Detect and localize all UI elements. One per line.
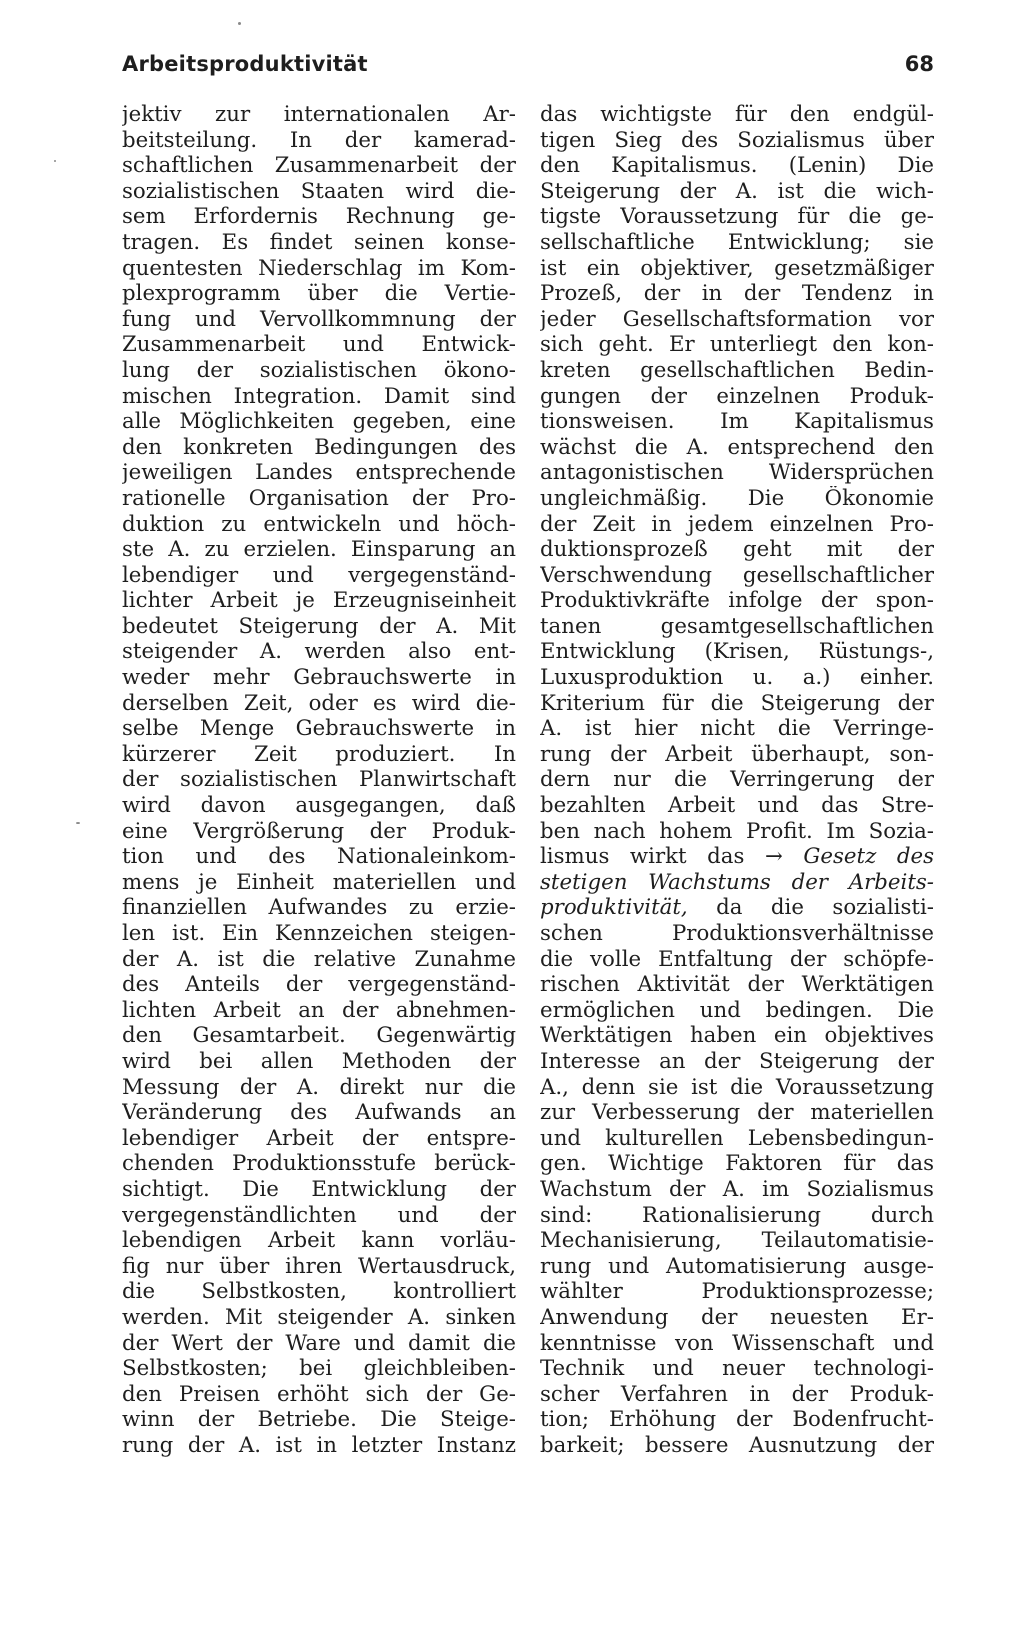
text-line: ist ein objektiver, gesetzmäßiger — [540, 255, 934, 281]
text-line: ermöglichen und bedingen. Die — [540, 997, 934, 1023]
text-line: Interesse an der Steigerung der — [540, 1048, 934, 1074]
text-line: sichtigt. Die Entwicklung der — [122, 1176, 516, 1202]
text-line: die Selbstkosten, kontrolliert — [122, 1279, 516, 1305]
text-line: quentesten Niederschlag im Kom- — [122, 255, 516, 281]
text-line: mischen Integration. Damit sind — [122, 383, 516, 409]
text-line: den konkreten Bedingungen des — [122, 434, 516, 460]
page-number: 68 — [904, 52, 934, 76]
text-line: finanziellen Aufwandes zu erzie- — [122, 895, 516, 921]
text-line: wird bei allen Methoden der — [122, 1048, 516, 1074]
text-line: rung der Arbeit überhaupt, son- — [540, 741, 934, 767]
text-line: tigste Voraussetzung für die ge- — [540, 204, 934, 230]
right-text-column — [540, 102, 934, 1458]
cross-reference[interactable]: Gesetz des — [803, 844, 934, 870]
left-text-column — [122, 102, 516, 1458]
text-line: den Preisen erhöht sich der Ge- — [122, 1381, 516, 1407]
text-line: vergegenständlichten und der — [122, 1202, 516, 1228]
text-line: Werktätigen haben ein objektives — [540, 1023, 934, 1049]
text-line: wählter Produktionsprozesse; — [540, 1279, 934, 1305]
text-line: tragen. Es findet seinen konse- — [122, 229, 516, 255]
text-line: sellschaftliche Entwicklung; sie — [540, 229, 934, 255]
text-line: ben nach hohem Profit. Im Sozia- — [540, 818, 934, 844]
text-line: Mechanisierung, Teilautomatisie- — [540, 1228, 934, 1254]
text-line: der A. ist die relative Zunahme — [122, 946, 516, 972]
cross-reference[interactable]: produktivität, — [540, 895, 688, 921]
text-line: mens je Einheit materiellen und — [122, 869, 516, 895]
text-line: fig nur über ihren Wertausdruck, — [122, 1253, 516, 1279]
text-line: sich geht. Er unterliegt den kon- — [540, 332, 934, 358]
text-line: derselben Zeit, oder es wird die- — [122, 690, 516, 716]
running-head: Arbeitsproduktivität — [122, 52, 368, 76]
text-line: chenden Produktionsstufe berück- — [122, 1151, 516, 1177]
text-line: werden. Mit steigender A. sinken — [122, 1304, 516, 1330]
text-line: selbe Menge Gebrauchswerte in — [122, 716, 516, 742]
text-line: Selbstkosten; bei gleichbleiben- — [122, 1356, 516, 1382]
text-line: kürzerer Zeit produziert. In — [122, 741, 516, 767]
text-line: lebendigen Arbeit kann vorläu- — [122, 1228, 516, 1254]
text-line: zur Verbesserung der materiellen — [540, 1100, 934, 1126]
text-line: sem Erfordernis Rechnung ge- — [122, 204, 516, 230]
text-line: Messung der A. direkt nur die — [122, 1074, 516, 1100]
print-speck — [54, 160, 56, 162]
text-line: rischen Aktivität der Werktätigen — [540, 972, 934, 998]
text-line: plexprogramm über die Vertie- — [122, 281, 516, 307]
text-line: Prozeß, der in der Tendenz in — [540, 281, 934, 307]
text-line: lichten Arbeit an der abnehmen- — [122, 997, 516, 1023]
text-line: sozialistischen Staaten wird die- — [122, 178, 516, 204]
text-line: lung der sozialistischen ökono- — [122, 357, 516, 383]
text-line: gungen der einzelnen Produk- — [540, 383, 934, 409]
text-line: jeweiligen Landes entsprechende — [122, 460, 516, 486]
text-line: lebendiger und vergegenständ- — [122, 562, 516, 588]
text-line: steigender A. werden also ent- — [122, 639, 516, 665]
text-line: des Anteils der vergegenständ- — [122, 972, 516, 998]
text-line: sind: Rationalisierung durch — [540, 1202, 934, 1228]
text-line: Zusammenarbeit und Entwick- — [122, 332, 516, 358]
text-line: Veränderung des Aufwands an — [122, 1100, 516, 1126]
text-line: tigen Sieg des Sozialismus über — [540, 127, 934, 153]
text-line: beitsteilung. In der kamerad- — [122, 127, 516, 153]
cross-reference[interactable]: stetigen Wachstums der Arbeits- — [540, 869, 934, 895]
text-line: barkeit; bessere Ausnutzung der — [540, 1432, 934, 1458]
text-line: bedeutet Steigerung der A. Mit — [122, 613, 516, 639]
text-line: eine Vergrößerung der Produk- — [122, 818, 516, 844]
text-line: die volle Entfaltung der schöpfe- — [540, 946, 934, 972]
text-line: kreten gesellschaftlichen Bedin- — [540, 357, 934, 383]
text-line: lichter Arbeit je Erzeugniseinheit — [122, 588, 516, 614]
text-line: weder mehr Gebrauchswerte in — [122, 665, 516, 691]
text-line: winn der Betriebe. Die Steige- — [122, 1407, 516, 1433]
text-line: Wachstum der A. im Sozialismus — [540, 1176, 934, 1202]
text-line: den Kapitalismus. (Lenin) Die — [540, 153, 934, 179]
text-line: len ist. Ein Kennzeichen steigen- — [122, 921, 516, 946]
text-line: lismus wirkt das → Gesetz des — [540, 844, 934, 870]
text-line: rung und Automatisierung ausge- — [540, 1253, 934, 1279]
text-line: ste A. zu erzielen. Einsparung an — [122, 537, 516, 563]
text-line: Technik und neuer technologi- — [540, 1356, 934, 1382]
text-line: rationelle Organisation der Pro- — [122, 485, 516, 511]
text-line: Luxusproduktion u. a.) einher. — [540, 665, 934, 691]
text-line: bezahlten Arbeit und das Stre- — [540, 793, 934, 819]
text-line: fung und Vervollkommnung der — [122, 306, 516, 332]
text-line: scher Verfahren in der Produk- — [540, 1381, 934, 1407]
text-line: kenntnisse von Wissenschaft und — [540, 1330, 934, 1356]
text-line: Verschwendung gesellschaftlicher — [540, 562, 934, 588]
text-line: A., denn sie ist die Voraussetzung — [540, 1074, 934, 1100]
text-line: antagonistischen Widersprüchen — [540, 460, 934, 486]
text-line: Anwendung der neuesten Er- — [540, 1304, 934, 1330]
print-speck — [76, 822, 80, 824]
text-line: tionsweisen. Im Kapitalismus — [540, 409, 934, 435]
text-line: rung der A. ist in letzter Instanz — [122, 1432, 516, 1458]
text-line: ungleichmäßig. Die Ökonomie — [540, 485, 934, 511]
text-line: gen. Wichtige Faktoren für das — [540, 1151, 934, 1177]
text-line: tion; Erhöhung der Bodenfrucht- — [540, 1407, 934, 1433]
text-line: schaftlichen Zusammenarbeit der — [122, 153, 516, 179]
text-line: jeder Gesellschaftsformation vor — [540, 306, 934, 332]
text-line: den Gesamtarbeit. Gegenwärtig — [122, 1023, 516, 1049]
text-line: schen Produktionsverhältnisse — [540, 921, 934, 946]
text-line: duktionsprozeß geht mit der — [540, 537, 934, 563]
text-line — [540, 895, 934, 921]
text-line: wird davon ausgegangen, daß — [122, 793, 516, 819]
text-line: Steigerung der A. ist die wich- — [540, 178, 934, 204]
text-line: tanen gesamtgesellschaftlichen — [540, 613, 934, 639]
text-line: der sozialistischen Planwirtschaft — [122, 767, 516, 793]
text-line: der Wert der Ware und damit die — [122, 1330, 516, 1356]
text-line: wächst die A. entsprechend den — [540, 434, 934, 460]
text-line: Kriterium für die Steigerung der — [540, 690, 934, 716]
text-line: und kulturellen Lebensbedingun- — [540, 1125, 934, 1151]
text-line: lebendiger Arbeit der entspre- — [122, 1125, 516, 1151]
text-line: der Zeit in jedem einzelnen Pro- — [540, 511, 934, 537]
text-line: das wichtigste für den endgül- — [540, 102, 934, 127]
text-line: dern nur die Verringerung der — [540, 767, 934, 793]
text-line: jektiv zur internationalen Ar- — [122, 102, 516, 127]
text-line: tion und des Nationaleinkom- — [122, 844, 516, 870]
text-line: A. ist hier nicht die Verringe- — [540, 716, 934, 742]
text-line: duktion zu entwickeln und höch- — [122, 511, 516, 537]
text-fragment: da die sozialisti- — [687, 895, 934, 921]
text-line: alle Möglichkeiten gegeben, eine — [122, 409, 516, 435]
text-line: Produktivkräfte infolge der spon- — [540, 588, 934, 614]
text-line: Entwicklung (Krisen, Rüstungs-, — [540, 639, 934, 665]
text-line — [540, 870, 934, 896]
print-speck — [238, 22, 241, 25]
